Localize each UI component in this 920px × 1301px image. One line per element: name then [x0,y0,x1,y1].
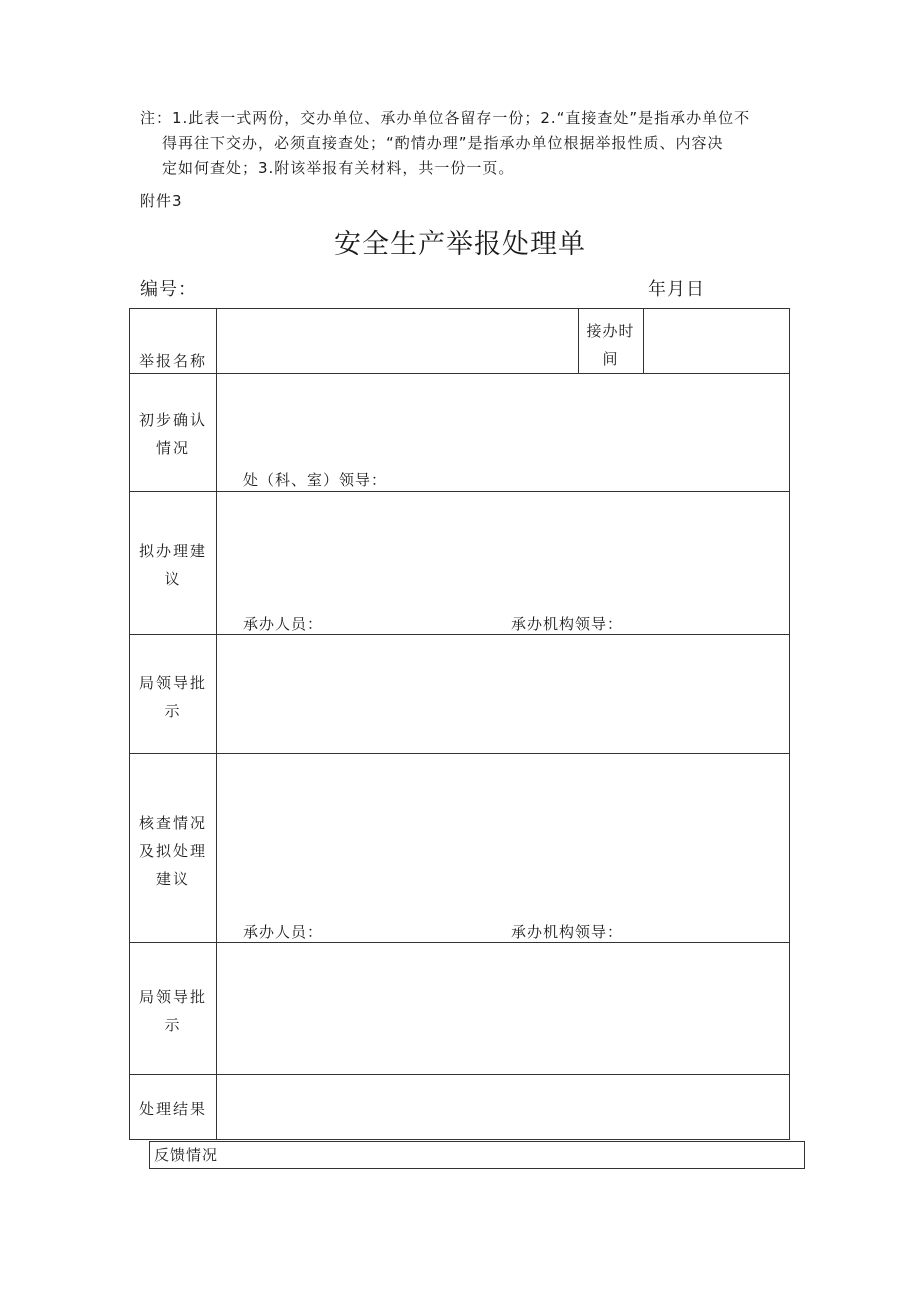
row-divider [130,753,789,754]
form-notes [140,106,810,181]
division-leader-label: 处（科、室）领导： [243,471,388,489]
bureau-approval-label: 局领导批 示 [138,674,207,720]
note-line-2: 得再往下交办，必须直接查处；“酌情办理”是指承办单位根据举报性质、内容决 [162,134,724,152]
result-label: 处理结果 [138,1100,207,1118]
number-label: 编号： [140,279,197,300]
page-title: 安全生产举报处理单 [334,229,586,260]
handler-label: 承办人员： [243,615,324,633]
row-divider [130,373,789,374]
date-label: 年月日 [648,279,705,300]
label-column-divider [216,309,217,1139]
report-form-table [129,308,790,1140]
org-leader-label: 承办机构领导： [511,615,624,633]
verify-label: 核查情况 及拟处理 建议 [138,814,207,888]
preliminary-label: 初步确认 情况 [138,411,207,457]
note-line-3: 定如何查处；3.附该举报有关材料，共一份一页。 [162,159,515,177]
row-divider [130,491,789,492]
org-leader-label: 承办机构领导： [511,923,624,941]
row-divider [130,634,789,635]
report-name-label: 举报名称 [138,352,207,370]
column-divider [643,309,644,373]
proposal-label: 拟办理建 议 [138,542,207,588]
bureau-approval-label: 局领导批 示 [138,988,207,1034]
receive-time-label: 接办时 间 [586,322,635,368]
note-line-1: 注：1.此表一式两份，交办单位、承办单位各留存一份；2.“直接查处”是指承办单位不 [140,109,751,127]
attachment-label: 附件3 [140,192,183,210]
row-divider [130,1074,789,1075]
handler-label: 承办人员： [243,923,324,941]
feedback-box: 反馈情况 [149,1141,805,1169]
row-divider [130,942,789,943]
